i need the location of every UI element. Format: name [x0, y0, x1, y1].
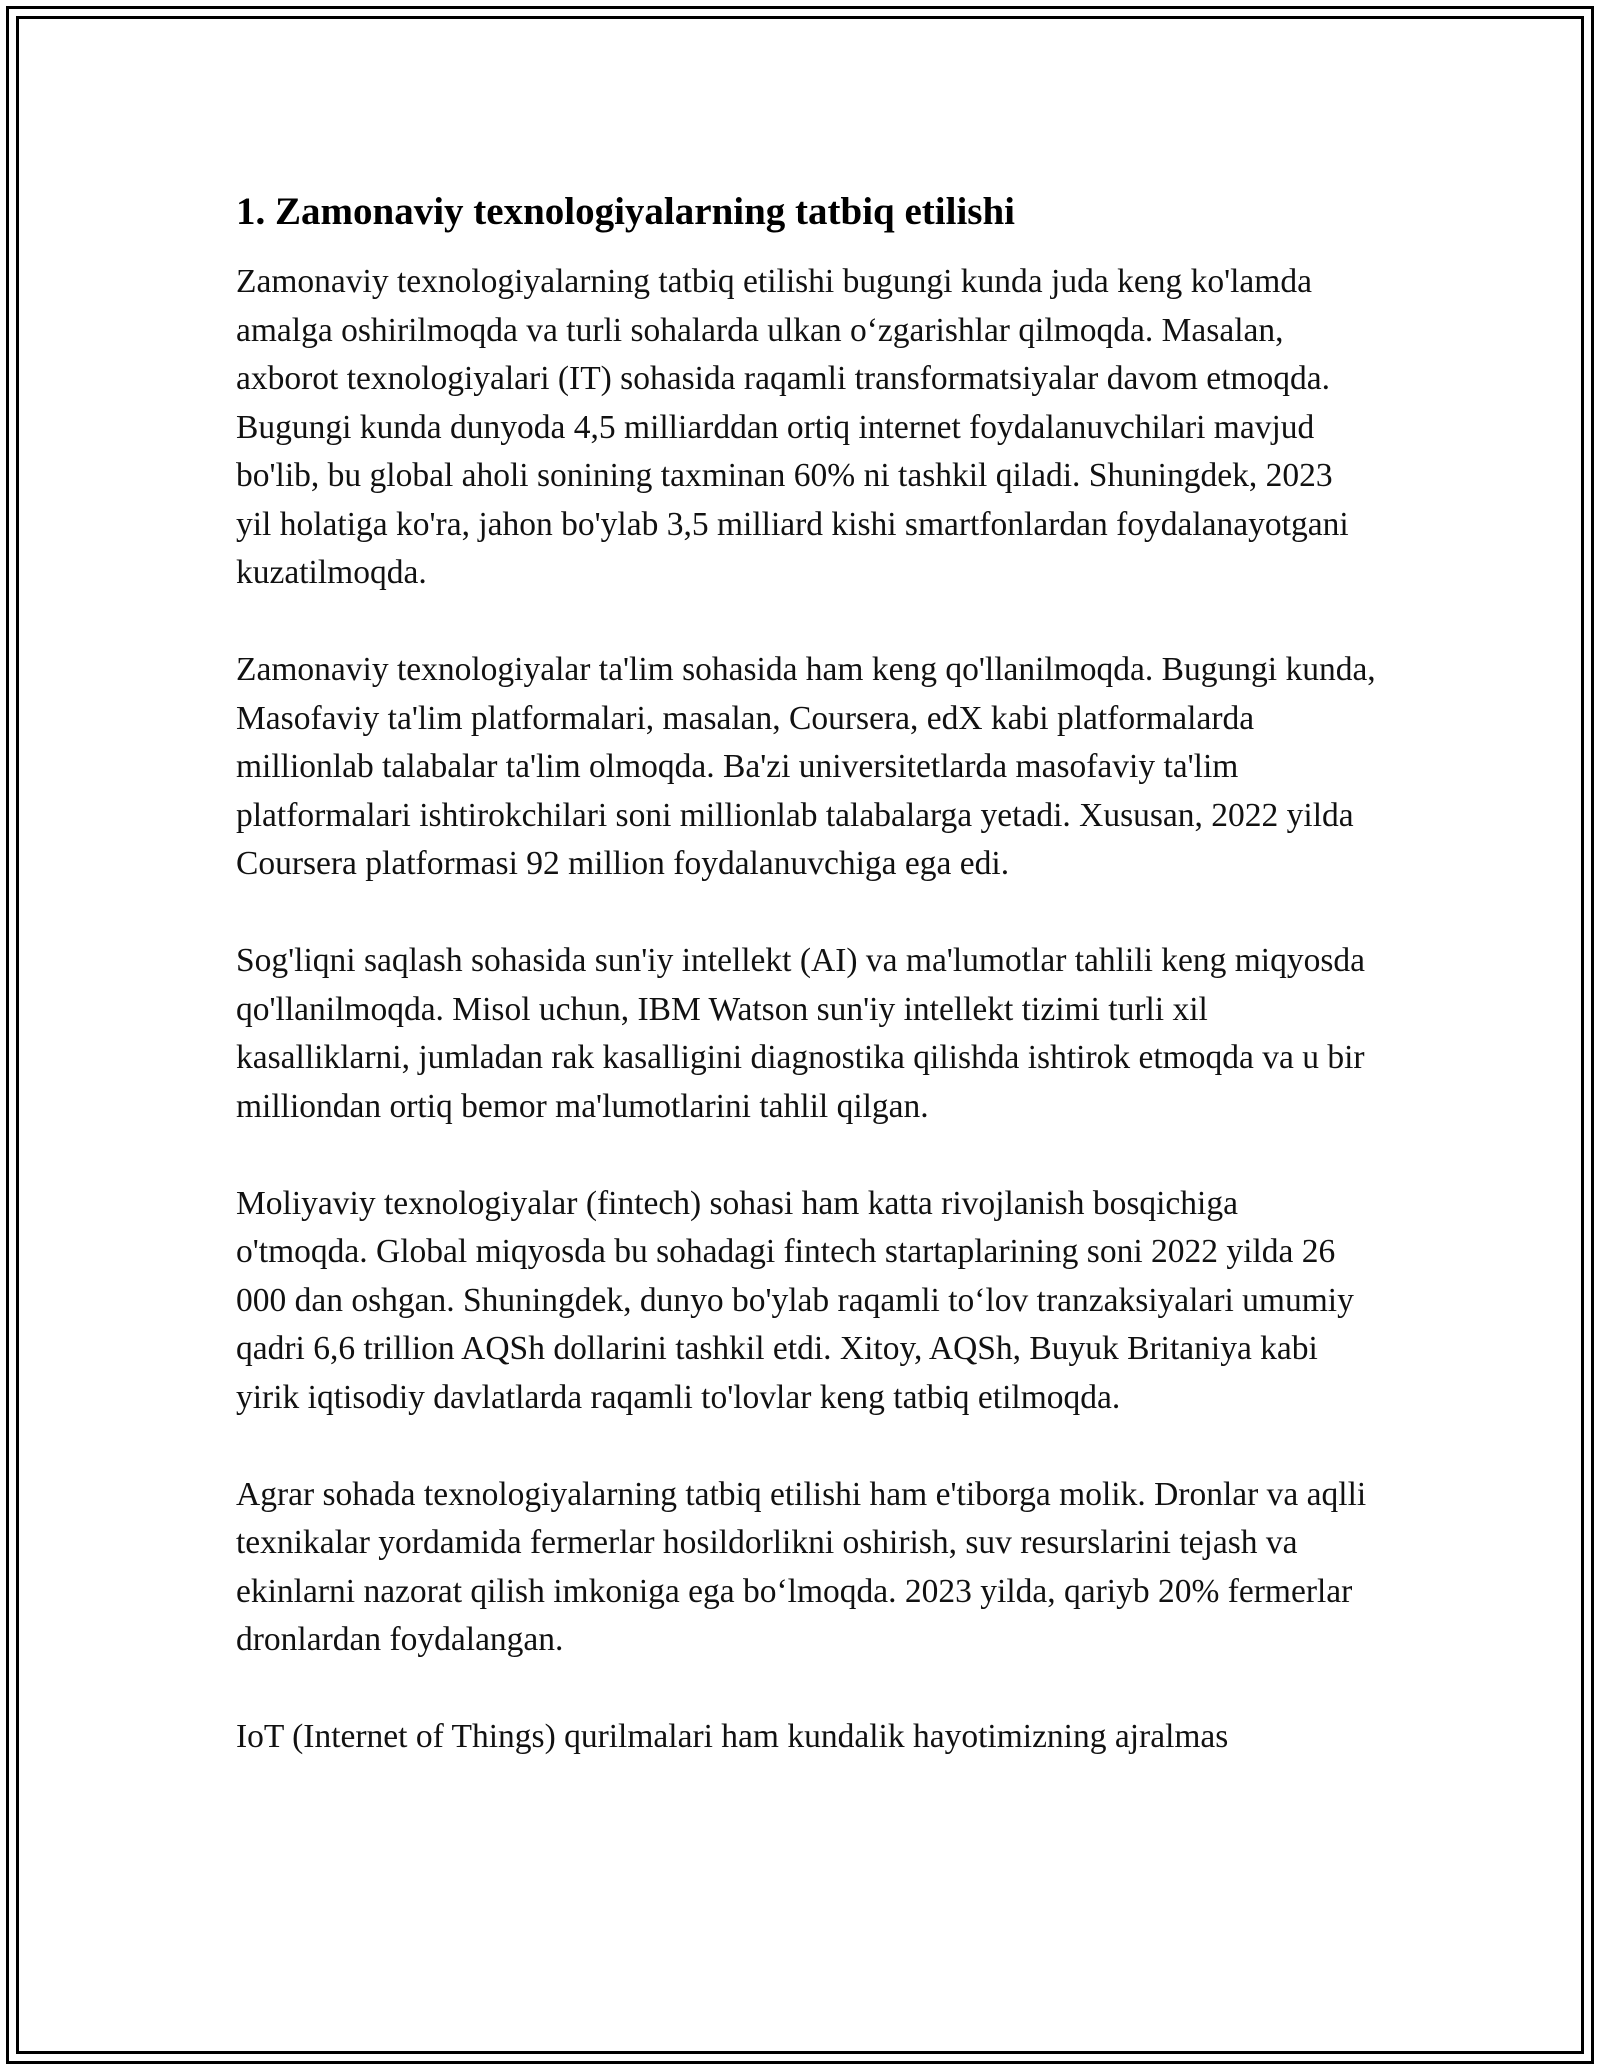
paragraph-fintech: Moliyaviy texnologiyalar (fintech) sohasi ham katta rivojlanish bosqichiga o'tmoqda. Global miqyosda bu sohadagi fintech startaplarining soni 2022 yilda 26 000 dan oshgan. Shuningdek, dunyo bo'ylab raqamli to‘lov tranzaksiyalari umumiy qadri 6,6 trillion AQSh dollarini tashkil etdi. Xitoy, AQSh, Buyuk Britaniya kabi yirik iqtisodiy davlatlarda raqamli to'lovlar keng tatbiq etilmoqda. — [236, 1184, 1354, 1416]
section-heading: 1. Zamonaviy texnologiyalarning tatbiq etilishi — [236, 190, 1015, 233]
document-body — [236, 188, 1376, 1762]
paragraph-education: Zamonaviy texnologiyalar ta'lim sohasida ham keng qo'llanilmoqda. Bugungi kunda, Masofaviy ta'lim platformalari, masalan, Coursera, edX kabi platformalarda millionlab talabalar ta'lim olmoqda. Ba'zi universitetlarda masofaviy ta'lim platformalari ishtirokchilari soni millionlab talabalarga yetadi. Xususan, 2022 yilda Coursera platformasi 92 million foydalanuvchiga ega edi. — [236, 651, 1376, 882]
paragraph-healthcare: Sog'liqni saqlash sohasida sun'iy intellekt (AI) va ma'lumotlar tahlili keng miqyosda qo'llanilmoqda. Misol uchun, IBM Watson sun'iy intellekt tizimi turli xil kasalliklarni, jumladan rak kasalligini diagnostika qilishda ishtirok etmoqda va u bir milliondan ortiq bemor ma'lumotlarini tahlil qilgan. — [236, 942, 1366, 1125]
paragraph-iot: IoT (Internet of Things) qurilmalari ham kundalik hayotimizning ajralmas — [236, 1718, 1229, 1755]
paragraph-agriculture: Agrar sohada texnologiyalarning tatbiq etilishi ham e'tiborga molik. Dronlar va aqlli texnikalar yordamida fermerlar hosildorlikni oshirish, suv resurslarini tejash va ekinlarni nazorat qilish imkoniga ega bo‘lmoqda. 2023 yilda, qariyb 20% fermerlar dronlardan foydalangan. — [236, 1475, 1367, 1658]
paragraph-it: Zamonaviy texnologiyalarning tatbiq etilishi bugungi kunda juda keng ko'lamda amalga oshirilmoqda va turli sohalarda ulkan o‘zgarishlar qilmoqda. Masalan, axborot texnologiyalari (IT) sohasida raqamli transformatsiyalar davom etmoqda. Bugungi kunda dunyoda 4,5 milliarddan ortiq internet foydalanuvchilari mavjud bo'lib, bu global aholi sonining taxminan 60% ni tashkil qiladi. Shuningdek, 2023 yil holatiga ko'ra, jahon bo'ylab 3,5 milliard kishi smartfonlardan foydalanayotgani kuzatilmoqda. — [236, 263, 1349, 591]
